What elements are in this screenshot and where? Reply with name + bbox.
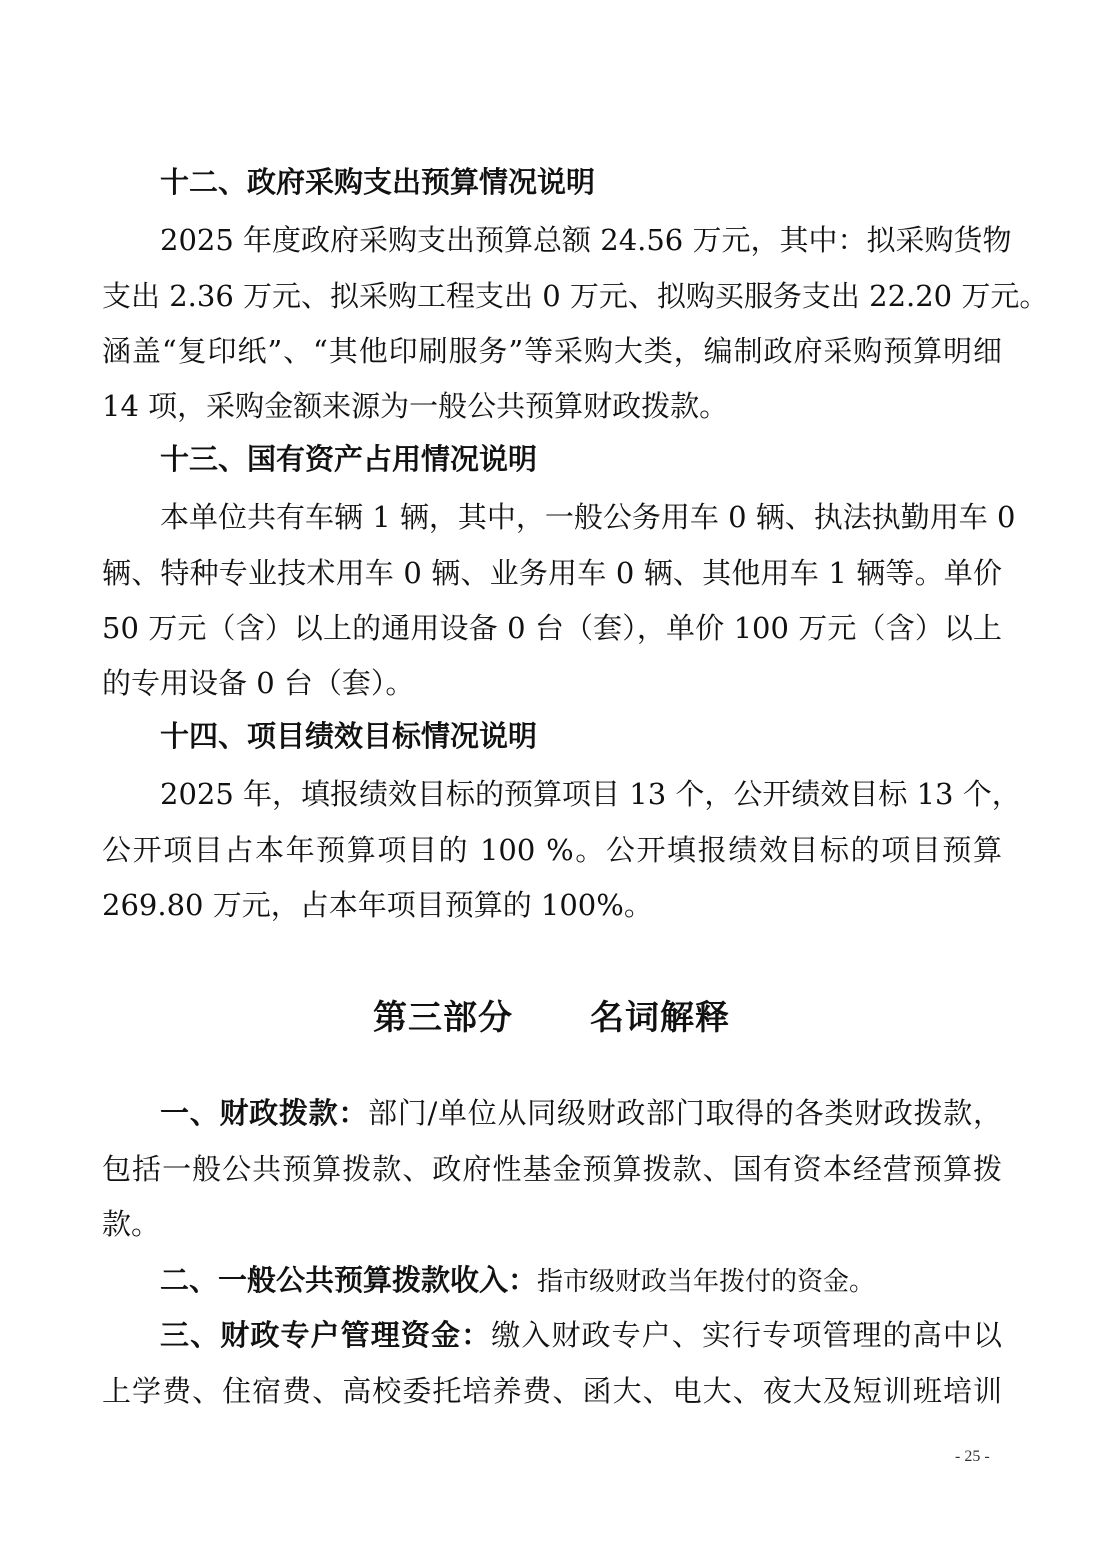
definition-term: 一、财政拨款： <box>160 1096 369 1130</box>
definition-first-line <box>102 1258 1002 1299</box>
paragraph-line: 50 万元（含）以上的通用设备 0 台（套），单价 100 万元（含）以上 <box>102 611 1002 645</box>
section-heading-12: 十二、政府采购支出预算情况说明 <box>160 165 596 199</box>
section-heading-14: 十四、项目绩效目标情况说明 <box>160 719 538 753</box>
paragraph-line: 的专用设备 0 台（套）。 <box>102 666 415 700</box>
paragraph-line: 14 项，采购金额来源为一般公共预算财政拨款。 <box>102 389 729 423</box>
definition-text: 缴入财政专户、实行专项管理的高中以 <box>491 1318 1002 1352</box>
paragraph-line: 2025 年度政府采购支出预算总额 24.56 万元，其中：拟采购货物 <box>160 223 1012 257</box>
definition-text: 部门/单位从同级财政部门取得的各类财政拨款， <box>368 1096 1002 1130</box>
definition-term: 三、财政专户管理资金： <box>160 1318 492 1352</box>
definition-first-line <box>102 1313 1002 1354</box>
paragraph-line: 支出 2.36 万元、拟采购工程支出 0 万元、拟购买服务支出 22.20 万元。 <box>102 279 1049 313</box>
paragraph-line: 涵盖“复印纸”、“其他印刷服务”等采购大类，编制政府采购预算明细 <box>102 334 1002 368</box>
paragraph-line: 公开项目占本年预算项目的 100 %。公开填报绩效目标的项目预算 <box>102 833 1002 867</box>
paragraph-line: 款。 <box>102 1207 161 1241</box>
paragraph-line: 2025 年，填报绩效目标的预算项目 13 个，公开绩效目标 13 个， <box>160 777 1021 811</box>
paragraph-line: 上学费、住宿费、高校委托培养费、函大、电大、夜大及短训班培训 <box>102 1374 1002 1408</box>
paragraph-line: 269.80 万元，占本年项目预算的 100%。 <box>102 888 653 922</box>
paragraph-line: 本单位共有车辆 1 辆，其中，一般公务用车 0 辆、执法执勤用车 0 <box>160 500 1016 534</box>
paragraph-line: 辆、特种专业技术用车 0 辆、业务用车 0 辆、其他用车 1 辆等。单价 <box>102 556 1002 590</box>
section-heading-13: 十三、国有资产占用情况说明 <box>160 442 538 476</box>
paragraph-line: 包括一般公共预算拨款、政府性基金预算拨款、国有资本经营预算拨 <box>102 1152 1002 1186</box>
page-number: - 25 - <box>955 1448 990 1465</box>
definition-first-line <box>102 1091 1002 1132</box>
part-title: 第三部分 名词解释 <box>372 998 731 1038</box>
definition-text: 指市级财政当年拨付的资金。 <box>537 1267 876 1297</box>
definition-term: 二、一般公共预算拨款收入： <box>160 1263 538 1297</box>
